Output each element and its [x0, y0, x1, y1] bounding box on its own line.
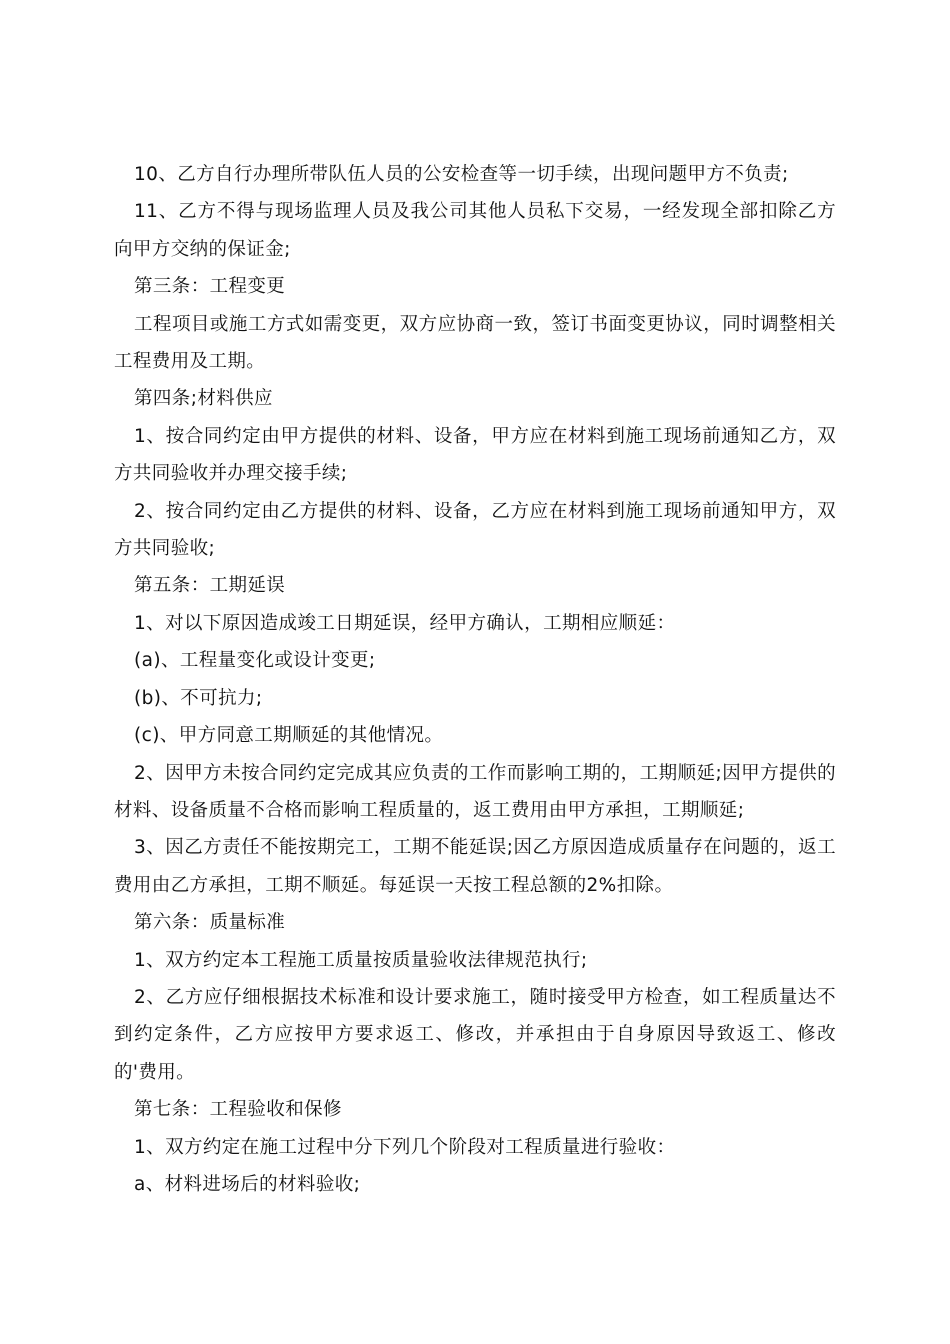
paragraph-item-10: 10、乙方自行办理所带队伍人员的公安检查等一切手续，出现问题甲方不负责; — [134, 164, 789, 185]
section-heading-article-4: 第四条;材料供应 — [134, 388, 273, 410]
paragraph-change-terms: 工程项目或施工方式如需变更，双方应协商一致，签订书面变更协议，同时调整相关工程费用及工期。 — [114, 313, 836, 373]
paragraph-delay-b: (b)、不可抗力; — [134, 687, 263, 709]
paragraph-item-11: 11、乙方不得与现场监理人员及我公司其他人员私下交易，一经发现全部扣除乙方向甲方交纳的保证金; — [114, 201, 836, 260]
section-heading-article-5: 第五条：工期延误 — [134, 575, 286, 597]
document-body — [114, 156, 836, 1203]
paragraph-quality-2: 2、乙方应仔细根据技术标准和设计要求施工，随时接受甲方检查，如工程质量达不到约定条件，乙方应按甲方要求返工、修改，并承担由于自身原因导致返工、修改的'费用。 — [114, 986, 836, 1083]
paragraph-delay-a: (a)、工程量变化或设计变更; — [134, 650, 376, 672]
paragraph-delay-3: 3、因乙方责任不能按期完工，工期不能延误;因乙方原因造成质量存在问题的，返工费用由乙方承担，工期不顺延。每延误一天按工程总额的2%扣除。 — [114, 837, 836, 896]
paragraph-acceptance-a: a、材料进场后的材料验收; — [134, 1173, 361, 1195]
paragraph-acceptance-1: 1、双方约定在施工过程中分下列几个阶段对工程质量进行验收： — [134, 1136, 676, 1158]
paragraph-supply-1: 1、按合同约定由甲方提供的材料、设备，甲方应在材料到施工现场前通知乙方，双方共同验收并办理交接手续; — [114, 425, 836, 485]
paragraph-delay-c: (c)、甲方同意工期顺延的其他情况。 — [134, 725, 444, 747]
paragraph-delay-2: 2、因甲方未按合同约定完成其应负责的工作而影响工期的，工期顺延;因甲方提供的材料、设备质量不合格而影响工程质量的，返工费用由甲方承担，工期顺延; — [114, 762, 836, 821]
section-heading-article-7: 第七条：工程验收和保修 — [134, 1099, 342, 1121]
paragraph-quality-1: 1、双方约定本工程施工质量按质量验收法律规范执行; — [134, 949, 588, 971]
section-heading-article-3: 第三条：工程变更 — [134, 276, 286, 298]
paragraph-delay-1: 1、对以下原因造成竣工日期延误，经甲方确认，工期相应顺延： — [134, 612, 676, 634]
section-heading-article-6: 第六条：质量标准 — [134, 912, 286, 934]
paragraph-supply-2: 2、按合同约定由乙方提供的材料、设备，乙方应在材料到施工现场前通知甲方，双方共同验收; — [114, 500, 836, 560]
